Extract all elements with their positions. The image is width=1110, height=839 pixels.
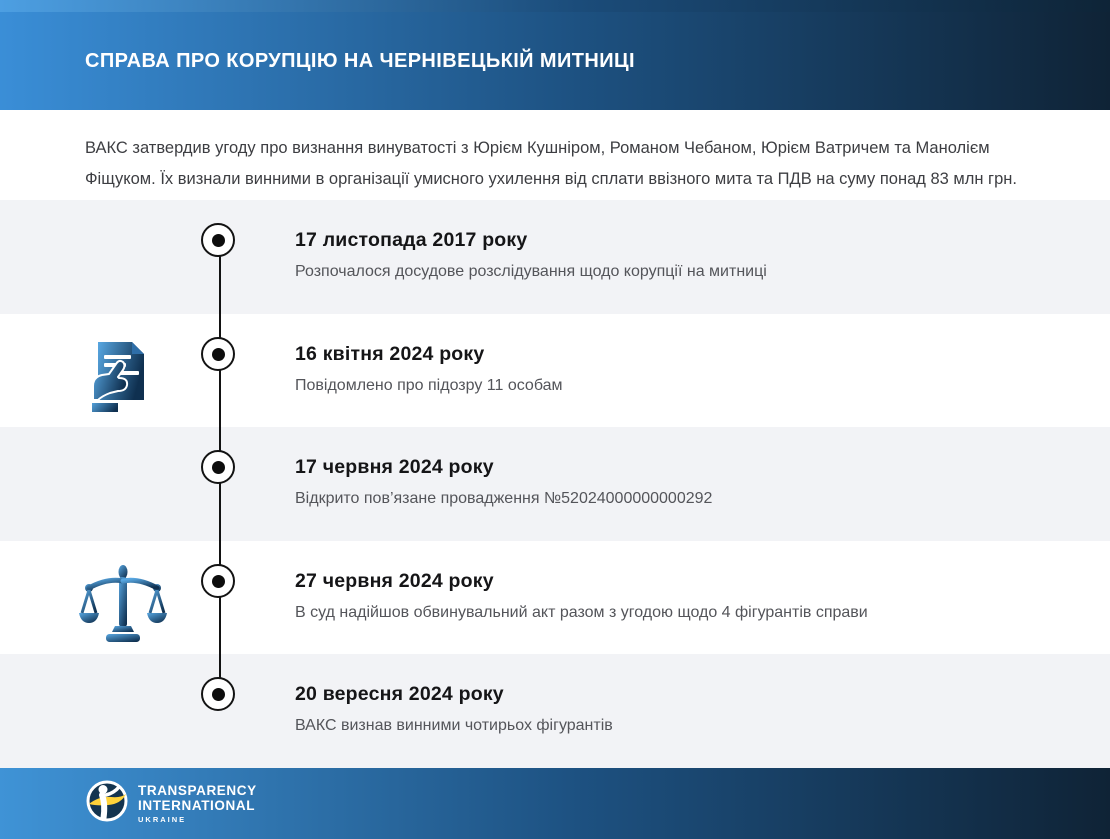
event-date: 17 червня 2024 року xyxy=(295,456,494,478)
timeline-marker xyxy=(201,223,235,257)
timeline-dot xyxy=(212,461,225,474)
event-date: 20 вересня 2024 року xyxy=(295,683,504,705)
timeline-marker xyxy=(201,337,235,371)
event-date: 17 листопада 2017 року xyxy=(295,229,528,251)
event-description: ВАКС визнав винними чотирьох фігурантів xyxy=(295,717,613,734)
timeline-dot xyxy=(212,688,225,701)
event-description: Повідомлено про підозру 11 особам xyxy=(295,377,563,394)
intro-paragraph-text: ВАКС затвердив угоду про визнання винуватості з Юрієм Кушніром, Романом Чебаном, Юрієм Ватричем та Манолієм Фіщуком. Їх визнали винними в організації умисного ухилення від сплати ввізного мита та ПДВ на суму понад 83 млн грн. xyxy=(85,139,1017,188)
timeline-marker xyxy=(201,677,235,711)
event-date: 16 квітня 2024 року xyxy=(295,343,485,365)
logo-text-ukraine: UKRAINE xyxy=(138,815,187,824)
timeline-event-row xyxy=(0,541,1110,654)
page-title: СПРАВА ПРО КОРУПЦІЮ НА ЧЕРНІВЕЦЬКІЙ МИТНИЦІ xyxy=(85,49,635,72)
header-banner xyxy=(0,0,1110,110)
logo-text-international: INTERNATIONAL xyxy=(138,798,256,813)
timeline-event-row xyxy=(0,427,1110,541)
timeline-marker xyxy=(201,564,235,598)
timeline-dot xyxy=(212,234,225,247)
timeline-marker xyxy=(201,450,235,484)
logo-text-transparency: TRANSPARENCY xyxy=(138,783,257,798)
timeline-event-row xyxy=(0,200,1110,314)
timeline-event-row xyxy=(0,314,1110,427)
timeline-dot xyxy=(212,348,225,361)
footer-bar xyxy=(0,768,1110,839)
event-description: Розпочалося досудове розслідування щодо корупції на митниці xyxy=(295,263,767,280)
scales-of-justice-icon xyxy=(79,563,167,648)
intro-section xyxy=(0,110,1110,200)
timeline-event-row xyxy=(0,654,1110,768)
ti-ukraine-logo xyxy=(85,779,257,828)
header-top-strip xyxy=(0,0,1110,12)
event-date: 27 червня 2024 року xyxy=(295,570,494,592)
event-description: В суд надійшов обвинувальний акт разом з угодою щодо 4 фігурантів справи xyxy=(295,604,868,621)
document-in-hand-icon xyxy=(84,338,160,421)
timeline-dot xyxy=(212,575,225,588)
event-description: Відкрито пов’язане провадження №52024000000000292 xyxy=(295,490,713,507)
ti-ukraine-emblem-icon xyxy=(85,779,129,828)
intro-paragraph xyxy=(0,110,1035,195)
timeline xyxy=(0,200,1110,768)
